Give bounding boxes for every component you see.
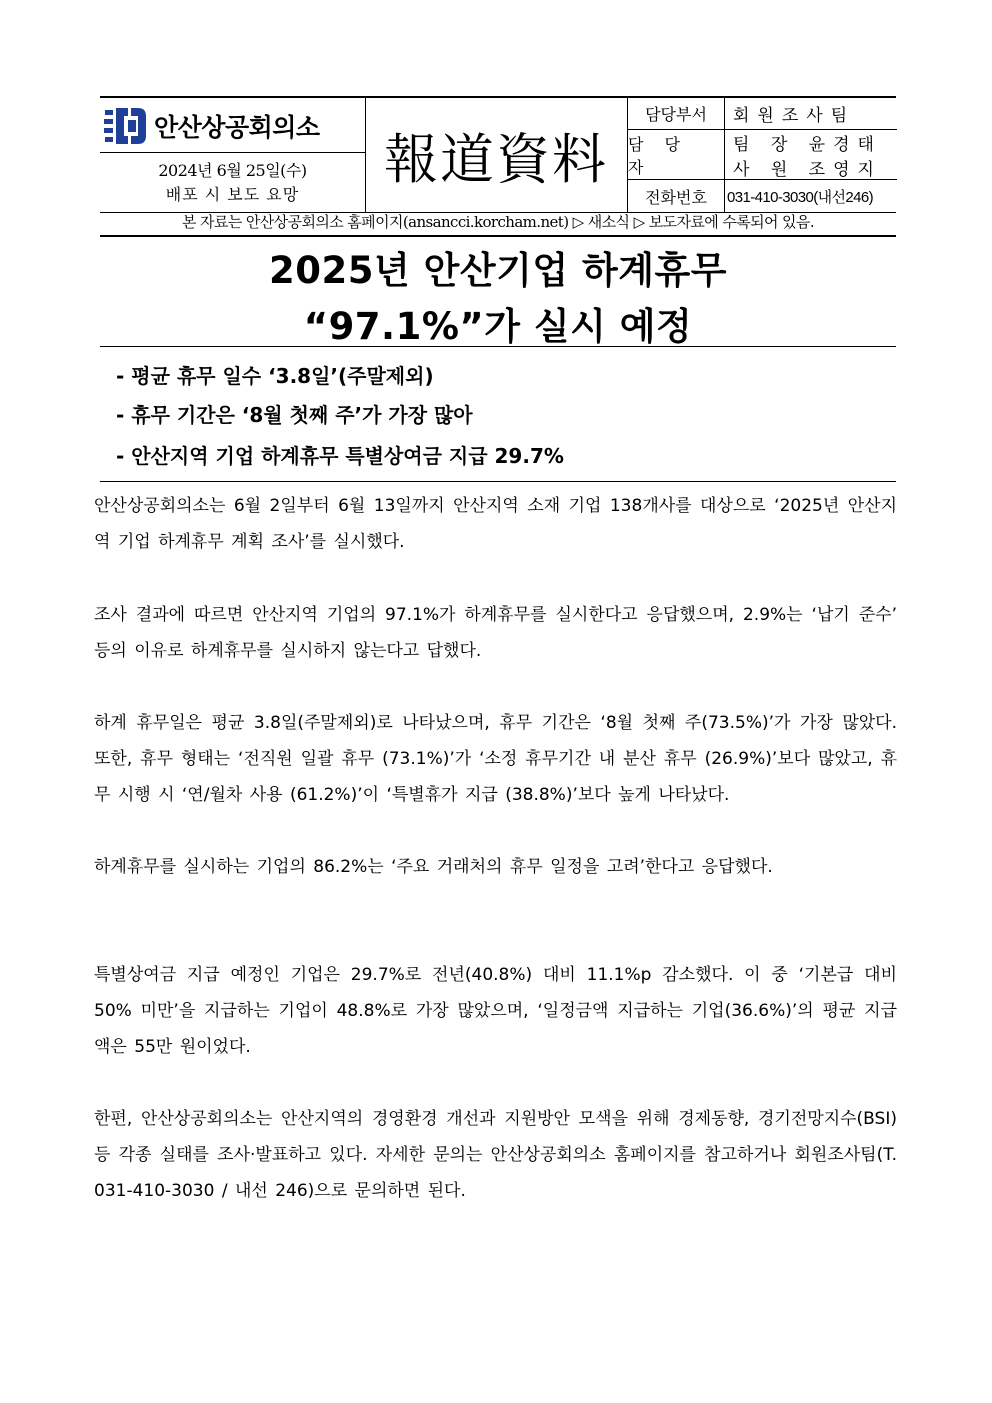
release-note: 배포 시 보도 요망	[165, 185, 300, 204]
body-paragraph-6	[94, 1101, 897, 1209]
body-text: 특별상여금 지급 예정인 기업은 29.7%로 전년(40.8%) 대비 11.1%p 감소했다. 이 중 ‘기본급 대비 50% 미만’을 지급하는 기업이 48.8%로 가장 많았으며, ‘일정금액 지급하는 기업(36.6%)’의 평균 지급액은 55만 원이었다.	[94, 965, 897, 1057]
header-table	[100, 96, 896, 213]
subtitle-divider	[100, 481, 896, 482]
notice-line: 본 자료는 안산상공회의소 홈페이지(ansancci.korcham.net) ▷ 새소식 ▷ 보도자료에 수록되어 있음.	[100, 211, 896, 237]
chamber-logo-icon	[104, 106, 148, 146]
contact-value	[725, 130, 897, 179]
contact-label: 담 당 자	[628, 130, 725, 179]
body-text: 안산상공회의소는 6월 2일부터 6월 13일까지 안산지역 소재 기업 138개사를 대상으로 ‘2025년 안산지역 기업 하계휴무 계획 조사’를 실시했다.	[94, 496, 897, 552]
subtitle-3: - 안산지역 기업 하계휴무 특별상여금 지급 29.7%	[116, 444, 564, 468]
headline-divider	[100, 346, 896, 347]
subtitle-2: - 휴무 기간은 ‘8월 첫째 주’가 가장 많아	[116, 403, 473, 427]
press-release-title: 報道資料	[384, 127, 608, 191]
body-paragraph-3	[94, 705, 897, 813]
body-paragraph-1	[94, 488, 897, 560]
body-text: 한편, 안산상공회의소는 안산지역의 경영환경 개선과 지원방안 모색을 위해 경제동향, 경기전망지수(BSI) 등 각종 실태를 조사·발표하고 있다. 자세한 문의는 안산상공회의소 홈페이지를 참고하거나 회원조사팀(T. 031-410-3030 / 내선 246)으로 문의하면 된다.	[94, 1109, 897, 1201]
headline-line2: “97.1%”가 실시 예정	[303, 305, 693, 348]
body-paragraph-5	[94, 957, 897, 1065]
body-text: 하계 휴무일은 평균 3.8일(주말제외)로 나타났으며, 휴무 기간은 ‘8월 첫째 주(73.5%)’가 가장 많았다. 또한, 휴무 형태는 ‘전직원 일괄 휴무 (73.1%)’가 ‘소정 휴무기간 내 분산 휴무 (26.9%)’보다 많았고, 휴무 시행 시 ‘연/월차 사용 (61.2%)’이 ‘특별휴가 지급 (38.8%)’보다 높게 나타났다.	[94, 713, 897, 805]
contact-row	[628, 130, 897, 180]
body-paragraph-4	[94, 849, 897, 885]
logo-cell	[100, 98, 366, 212]
logo-text: 안산상공회의소	[154, 113, 320, 142]
body-paragraph-2	[94, 597, 897, 669]
logo	[104, 106, 362, 146]
body-text: 하계휴무를 실시하는 기업의 86.2%는 ‘주요 거래처의 휴무 일정을 고려’한다고 응답했다.	[94, 857, 773, 877]
release-date: 2024년 6월 25일(수)	[158, 161, 307, 180]
divider	[100, 152, 365, 153]
dept-label: 담당부서	[628, 98, 725, 129]
subtitle-1: - 평균 휴무 일수 ‘3.8일’(주말제외)	[116, 364, 434, 388]
dept-row	[628, 98, 897, 130]
phone-value: 031-410-3030(내선246)	[727, 188, 874, 206]
phone-row	[628, 180, 897, 212]
contact-info	[627, 98, 897, 212]
dept-value: 회원조사팀	[733, 106, 856, 126]
headline-line1: 2025년 안산기업 하계휴무	[269, 249, 727, 292]
phone-label: 전화번호	[628, 180, 725, 212]
body-text: 조사 결과에 따르면 안산지역 기업의 97.1%가 하계휴무를 실시한다고 응답했으며, 2.9%는 ‘납기 준수’ 등의 이유로 하계휴무를 실시하지 않는다고 답했다.	[94, 605, 897, 661]
contact-line2: 사 원 조영지	[733, 159, 882, 180]
contact-line1: 팀 장 윤경태	[733, 134, 882, 155]
